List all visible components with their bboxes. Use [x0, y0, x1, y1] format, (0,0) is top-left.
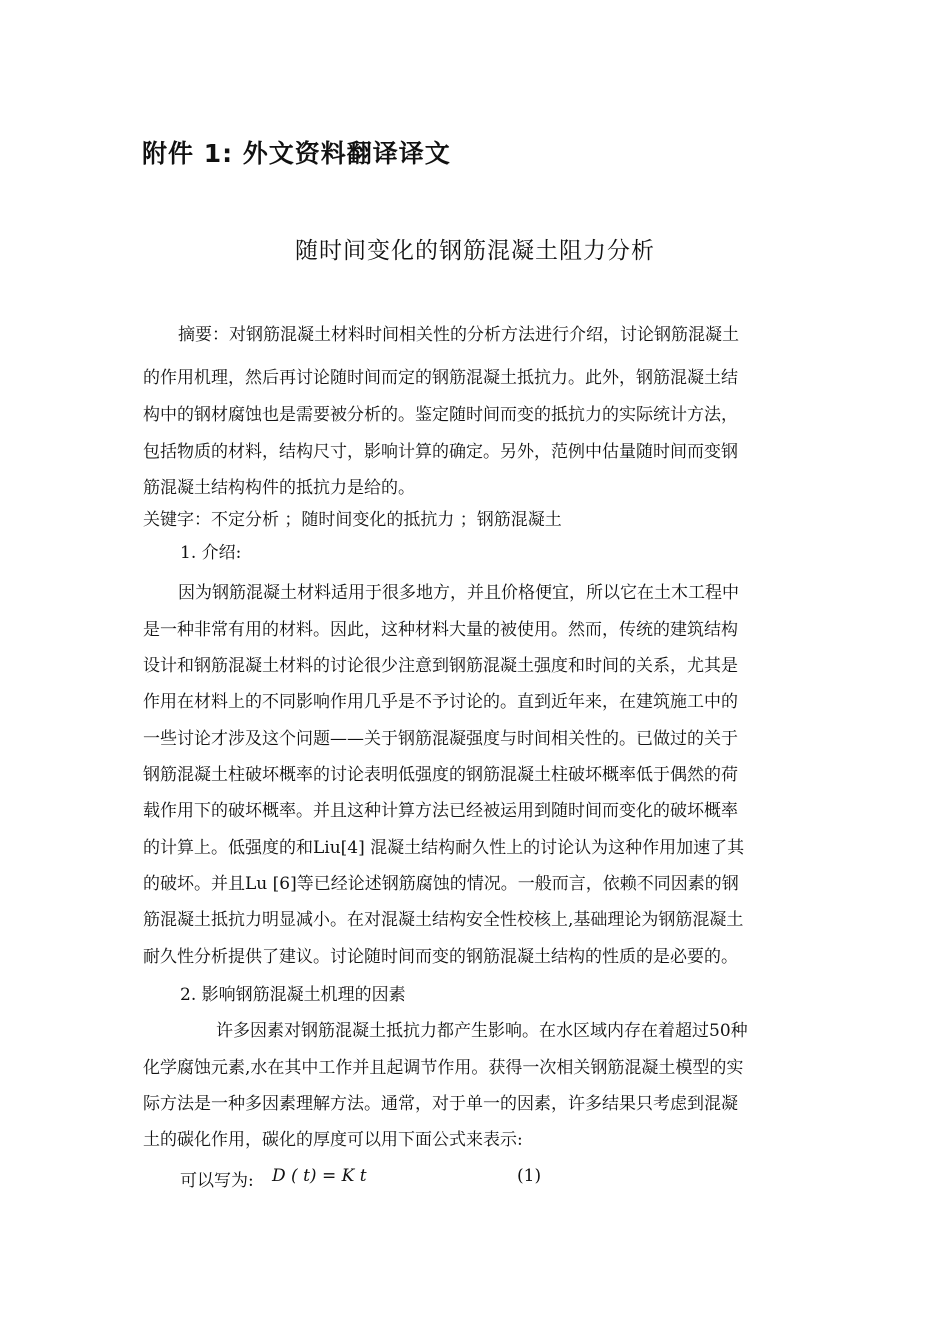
body-line: 因为钢筋混凝土材料适用于很多地方，并且价格便宜，所以它在土木工程中	[178, 583, 739, 603]
equation-label: 可以写为:	[180, 1171, 254, 1191]
body-line: 的计算上。低强度的和Liu[4] 混凝土结构耐久性上的讨论认为这种作用加速了其	[143, 838, 745, 858]
body-line: 耐久性分析提供了建议。讨论随时间而变的钢筋混凝土结构的性质的是必要的。	[143, 947, 738, 967]
body-line: 土的碳化作用，碳化的厚度可以用下面公式来表示:	[143, 1130, 523, 1150]
body-line: 许多因素对钢筋混凝土抵抗力都产生影响。在水区域内存在着超过50种	[216, 1021, 748, 1041]
equation-number: (1)	[517, 1166, 542, 1186]
equation-formula: D ( t) = K t	[272, 1166, 367, 1186]
document-title: 随时间变化的钢筋混凝土阻力分析	[295, 238, 655, 264]
body-line: 一些讨论才涉及这个问题——关于钢筋混凝强度与时间相关性的。已做过的关于	[143, 729, 738, 749]
attachment-heading: 附件 1: 外文资料翻译译文	[142, 139, 451, 168]
body-line: 是一种非常有用的材料。因此，这种材料大量的被使用。然而，传统的建筑结构	[143, 620, 738, 640]
body-line: 作用在材料上的不同影响作用几乎是不予讨论的。直到近年来，在建筑施工中的	[143, 692, 738, 712]
body-line: 筋混凝土抵抗力明显减小。在对混凝土结构安全性校核上,基础理论为钢筋混凝土	[143, 910, 744, 930]
abstract-line: 的作用机理，然后再讨论随时间而定的钢筋混凝土抵抗力。此外，钢筋混凝土结	[143, 368, 738, 388]
body-line: 钢筋混凝土柱破坏概率的讨论表明低强度的钢筋混凝土柱破坏概率低于偶然的荷	[143, 765, 738, 785]
body-line: 载作用下的破坏概率。并且这种计算方法已经被运用到随时间而变化的破坏概率	[143, 801, 738, 821]
body-line: 的破坏。并且Lu [6]等已经论述钢筋腐蚀的情况。一般而言，依赖不同因素的钢	[143, 874, 739, 894]
body-line: 际方法是一种多因素理解方法。通常，对于单一的因素，许多结果只考虑到混凝	[143, 1094, 738, 1114]
section-heading-1: 1. 介绍:	[180, 543, 242, 563]
body-line: 化学腐蚀元素,水在其中工作并且起调节作用。获得一次相关钢筋混凝土模型的实	[143, 1058, 744, 1078]
keywords-line: 关键字：不定分析 ；随时间变化的抵抗力 ；钢筋混凝土	[143, 510, 562, 530]
abstract-line: 包括物质的材料，结构尺寸，影响计算的确定。另外，范例中估量随时间而变钢	[143, 442, 738, 462]
body-line: 设计和钢筋混凝土材料的讨论很少注意到钢筋混凝土强度和时间的关系，尤其是	[143, 656, 738, 676]
abstract-line: 筋混凝土结构构件的抵抗力是给的。	[143, 478, 415, 498]
abstract-line: 构中的钢材腐蚀也是需要被分析的。鉴定随时间而变的抵抗力的实际统计方法，	[143, 405, 738, 425]
abstract-line: 摘要：对钢筋混凝土材料时间相关性的分析方法进行介绍，讨论钢筋混凝土	[178, 325, 739, 345]
section-heading-2: 2. 影响钢筋混凝土机理的因素	[180, 985, 406, 1005]
